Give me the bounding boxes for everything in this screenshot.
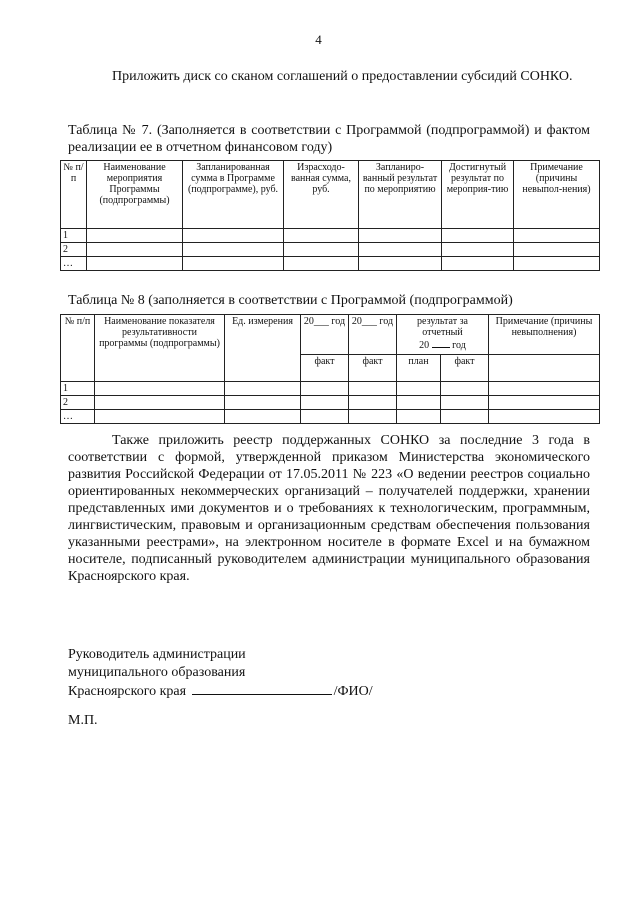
attach-disk-paragraph: Приложить диск со сканом соглашений о предоставлении субсидий СОНКО. <box>112 69 573 84</box>
table8-subheader-cell: факт <box>349 355 397 382</box>
report-year-label: год <box>452 340 466 351</box>
table8-header-cell: Примечание (причины невыполнения) <box>489 315 600 355</box>
table-7 <box>60 160 600 271</box>
report-year: 20 <box>419 340 430 351</box>
row-number: 1 <box>61 382 95 396</box>
row-number: 1 <box>61 229 87 243</box>
signature-block <box>68 646 373 701</box>
report-result-label: результат за отчетный <box>417 316 468 338</box>
table8-header-cell: Ед. измерения <box>225 315 301 382</box>
row-number: 2 <box>61 396 95 410</box>
table-row <box>61 396 600 410</box>
table7-header-cell: Примечание (причины невыпол-нения) <box>514 161 600 229</box>
table8-header-cell <box>397 315 489 355</box>
table-row <box>61 257 600 271</box>
signature-region: Красноярского края <box>68 684 187 699</box>
registry-paragraph: Также приложить реестр поддержанных СОНКО за последние 3 года в соответствии с формой, утвержденной приказом Министерства экономического развития Российской Федерации от 17.05.2011 № 223 «О ведении реестров социально ориентированных некоммерческих организаций – получателей поддержки, хранении представленных ими документов и о требованиях к технологическим, программным, лингвистическим, правовым и организационным средствам обеспечения пользования указанными реестрами», на электронном носителе в формате Excel и на бумажном носителе, подписанный руководителем администрации муниципального образования Красноярского края. <box>68 433 590 584</box>
signature-line-1: Руководитель администрации <box>68 647 246 662</box>
table7-header-cell: Наименование мероприятия Программы (подпрограммы) <box>87 161 183 229</box>
table-row <box>61 382 600 396</box>
table7-header-row <box>61 161 600 229</box>
year-blank <box>432 338 450 348</box>
table-row <box>61 229 600 243</box>
table-row <box>61 410 600 424</box>
row-number: 2 <box>61 243 87 257</box>
table-row <box>61 243 600 257</box>
table8-header-row <box>61 315 600 355</box>
table8-header-cell: 20___ год <box>301 315 349 355</box>
signature-line-2: муниципального образования <box>68 665 246 680</box>
table7-header-cell: Достигнутый результат по мероприя-тию <box>442 161 514 229</box>
table8-subheader-cell: план <box>397 355 441 382</box>
table7-caption: Таблица № 7. (Заполняется в соответствии с Программой (подпрограммой) и фактом реализации ее в отчетном финансовом году) <box>68 123 590 155</box>
table7-header-cell: Запланиро-ванный результат по мероприятию <box>359 161 442 229</box>
table8-header-cell: № п/п <box>61 315 95 382</box>
row-number: … <box>61 410 95 424</box>
table7-header-cell: № п/п <box>61 161 87 229</box>
row-number: … <box>61 257 87 271</box>
table7-header-cell: Запланированная сумма в Программе (подпрограмме), руб. <box>183 161 284 229</box>
table7-header-cell: Израсходо-ванная сумма, руб. <box>284 161 359 229</box>
page-number: 4 <box>315 32 322 47</box>
table8-subheader-cell: факт <box>441 355 489 382</box>
table8-header-cell: Наименование показателя результативности программы (подпрограммы) <box>95 315 225 382</box>
stamp-place: М.П. <box>68 713 98 728</box>
table8-header-cell: 20___ год <box>349 315 397 355</box>
table8-subheader-cell: факт <box>301 355 349 382</box>
signature-fio: /ФИО/ <box>333 684 373 699</box>
signature-line-3 <box>68 682 373 701</box>
table8-caption: Таблица № 8 (заполняется в соответствии с Программой (подпрограммой) <box>68 293 513 308</box>
signature-field <box>192 682 332 695</box>
table-8 <box>60 314 600 424</box>
